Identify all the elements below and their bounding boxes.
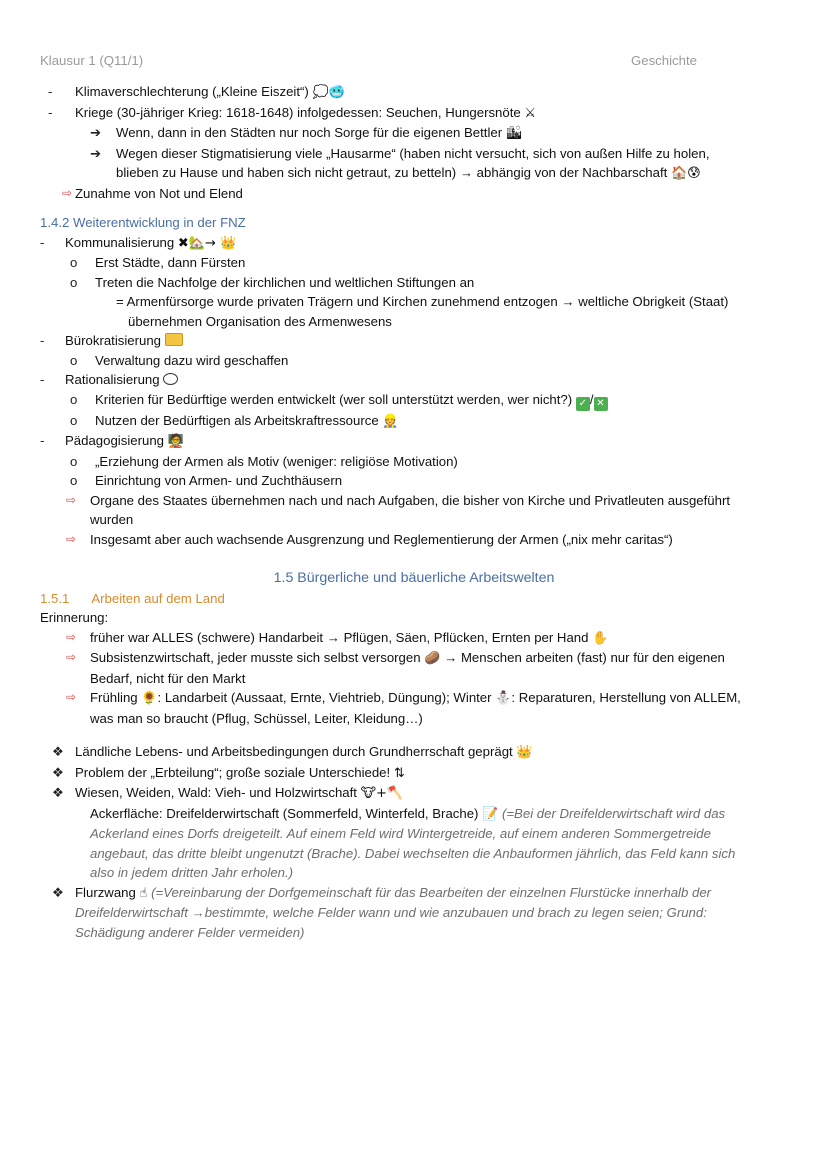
- diamond-bullet: ❖: [52, 764, 64, 780]
- circle-bullet: o: [70, 255, 78, 270]
- swords-icon: ⚔: [524, 105, 537, 121]
- list-item: - Pädagogisierung 🧑‍🏫: [40, 433, 184, 449]
- list-item-continuation: Ackerfläche: Dreifelderwirtschaft (Sommerfeld, Winterfeld, Brache) 📝 (=Bei der Dreifelderwirtschaft wird das Ackerland eines Dorfs dreigeteilt. Auf einem Feld wird Wintergetreide, auf einem anderen Sommergetreide angebaut, das dritte bleibt ungenutzt (Brache). Dabei wechselten die Anbauformen jährlich, das Feld kann sich also in jedem dritten Jahr erholen.): [90, 805, 736, 880]
- teacher-icon: 🧑‍🏫: [167, 434, 184, 449]
- diamond-bullet: ❖: [52, 884, 64, 900]
- list-item: o Nutzen der Bedürftigen als Arbeitskraftressource 👷: [70, 412, 399, 429]
- list-item: - Kommunalisierung ✖🏡→ 👑: [40, 234, 237, 251]
- memo-icon: 📝: [482, 806, 499, 822]
- list-item: - Klimaverschlechterung („Kleine Eiszeit“) 💭🥶: [48, 84, 345, 100]
- diamond-bullet: ❖: [52, 785, 64, 800]
- dash-bullet: -: [40, 372, 45, 387]
- circle-bullet: o: [70, 274, 78, 290]
- list-item: ❖ Problem der „Erbteilung“; große soziale Unterschiede! ⇅: [52, 764, 405, 781]
- circle-bullet: o: [70, 473, 78, 488]
- chapter-heading: 1.5 Bürgerliche und bäuerliche Arbeitswelten: [273, 570, 555, 586]
- thought-cold-icon: 💭🥶: [312, 85, 345, 100]
- list-item: - Bürokratisierung: [0, 331, 828, 351]
- list-item-continuation: blieben zu Hause und haben sich nicht getraut, zu betteln) → abhängig von der Nachbarschaft 🏠😰: [116, 165, 701, 181]
- dash-bullet: -: [48, 84, 53, 99]
- conclusion-item: ⇨ Organe des Staates übernehmen nach und nach Aufgaben, die bisher von Kirche und Privatleuten ausgeführt wurden: [66, 492, 731, 527]
- sunflower-icon: 🌻: [141, 691, 158, 706]
- crown-icon: 👑: [516, 745, 533, 760]
- circle-bullet: o: [70, 391, 78, 407]
- dash-bullet: -: [40, 333, 45, 348]
- circle-bullet: o: [70, 352, 78, 368]
- snowman-icon: ⛄: [495, 691, 512, 706]
- erinnerung-label: Erinnerung:: [40, 610, 109, 625]
- pointing-finger-icon: ☝: [139, 885, 148, 901]
- list-item: o Erst Städte, dann Fürsten: [0, 253, 828, 273]
- cross-mark-icon: ✕: [594, 397, 608, 411]
- list-item: o Verwaltung dazu wird geschaffen: [0, 351, 828, 371]
- list-item: ➔ Wenn, dann in den Städten nur noch Sorge für die eigenen Bettler 🏙: [90, 125, 523, 141]
- list-item: ⇨ früher war ALLES (schwere) Handarbeit → Pflügen, Säen, Pflücken, Ernten per Hand ✋: [66, 629, 609, 646]
- red-arrow-bullet: ⇨: [66, 629, 77, 644]
- red-arrow-bullet: ⇨: [66, 690, 77, 704]
- list-item: ⇨ Frühling 🌻: Landarbeit (Aussaat, Ernte, Viehtrieb, Düngung); Winter ⛄: Reparaturen, Herstellung von ALLEM, was man so braucht (Pflug, Schüssel, Leiter, Kleidung…): [66, 690, 741, 726]
- list-item: ⇨ Subsistenzwirtschaft, jeder musste sich selbst versorgen 🥔 → Menschen arbeiten (fast) nur für den eigenen Bedarf, nicht für den Markt: [66, 650, 725, 686]
- section-heading: 1.4.2 Weiterentwicklung in der FNZ: [40, 215, 246, 230]
- header-course: Klausur 1 (Q11/1): [40, 53, 144, 68]
- list-item: ❖ Ländliche Lebens- und Arbeitsbedingungen durch Grundherrschaft geprägt 👑: [52, 744, 533, 760]
- circle-bullet: o: [70, 453, 78, 469]
- circle-bullet: o: [70, 412, 78, 428]
- hand-icon: ✋: [592, 630, 609, 646]
- list-item: - Rationalisierung: [0, 370, 828, 390]
- arrow-bullet: ➔: [90, 145, 102, 161]
- conclusion-item: ⇨ Zunahme von Not und Elend: [0, 184, 828, 204]
- speech-bubble-icon: [163, 373, 178, 385]
- red-arrow-bullet: ⇨: [62, 185, 73, 200]
- list-item-continuation: übernehmen Organisation des Armenwesens: [128, 313, 392, 329]
- city-icon: 🏙: [505, 126, 523, 141]
- red-arrow-bullet: ⇨: [66, 492, 77, 507]
- dash-bullet: -: [48, 104, 53, 120]
- document-body: [0, 82, 828, 942]
- conclusion-item: ⇨ Insgesamt aber auch wachsende Ausgrenzung und Reglementierung der Armen („nix mehr caritas“): [0, 530, 828, 550]
- dash-bullet: -: [40, 433, 45, 448]
- up-down-arrows-icon: ⇅: [393, 765, 405, 781]
- arrow-bullet: ➔: [90, 125, 102, 140]
- red-arrow-bullet: ⇨: [66, 531, 77, 546]
- dash-bullet: -: [40, 234, 45, 250]
- no-house-to-crown-icon: ✖🏡→ 👑: [177, 235, 237, 251]
- check-mark-icon: ✓: [576, 397, 590, 411]
- diamond-bullet: ❖: [52, 744, 64, 759]
- list-item: o „Erziehung der Armen als Motiv (weniger: religiöse Motivation): [0, 452, 828, 472]
- list-item: o Einrichtung von Armen- und Zuchthäusern: [0, 471, 828, 491]
- cow-axe-icon: 🐮+🪓: [360, 786, 404, 801]
- list-item: - Kriege (30-jähriger Krieg: 1618-1648) infolgedessen: Seuchen, Hungersnöte ⚔: [48, 104, 537, 121]
- list-item: o Kriterien für Bedürftige werden entwickelt (wer soll unterstützt werden, wer nicht?) ✓ / ✕: [0, 390, 828, 411]
- list-item-continuation: = Armenfürsorge wurde privaten Trägern und Kirchen zunehmend entzogen → weltliche Obrigkeit (Staat): [116, 294, 729, 309]
- potato-icon: 🥔: [424, 651, 441, 666]
- list-item: ❖ Flurzwang ☝ (=Vereinbarung der Dorfgemeinschaft für das Bearbeiten der einzelnen Flurstücke innerhalb der Dreifelderwirtschaft →bestimmte, welche Felder wann und wie anzubauen und brach zu legen seien; Grund: Schädigung anderer Felder vermeiden): [52, 884, 712, 940]
- worker-icon: 👷: [382, 413, 399, 429]
- list-item: ❖ Wiesen, Weiden, Wald: Vieh- und Holzwirtschaft 🐮+🪓: [52, 785, 404, 801]
- red-arrow-bullet: ⇨: [66, 650, 77, 664]
- list-item: ➔ Wegen dieser Stigmatisierung viele „Hausarme“ (haben nicht versucht, sich von außen Hilfe zu holen,: [0, 144, 828, 164]
- folder-icon: [165, 333, 183, 346]
- house-worried-icon: 🏠😰: [670, 166, 701, 181]
- list-item: o Treten die Nachfolge der kirchlichen und weltlichen Stiftungen an: [0, 273, 828, 293]
- header-subject: Geschichte: [631, 53, 697, 68]
- subsection-heading: 1.5.1 Arbeiten auf dem Land: [40, 590, 225, 606]
